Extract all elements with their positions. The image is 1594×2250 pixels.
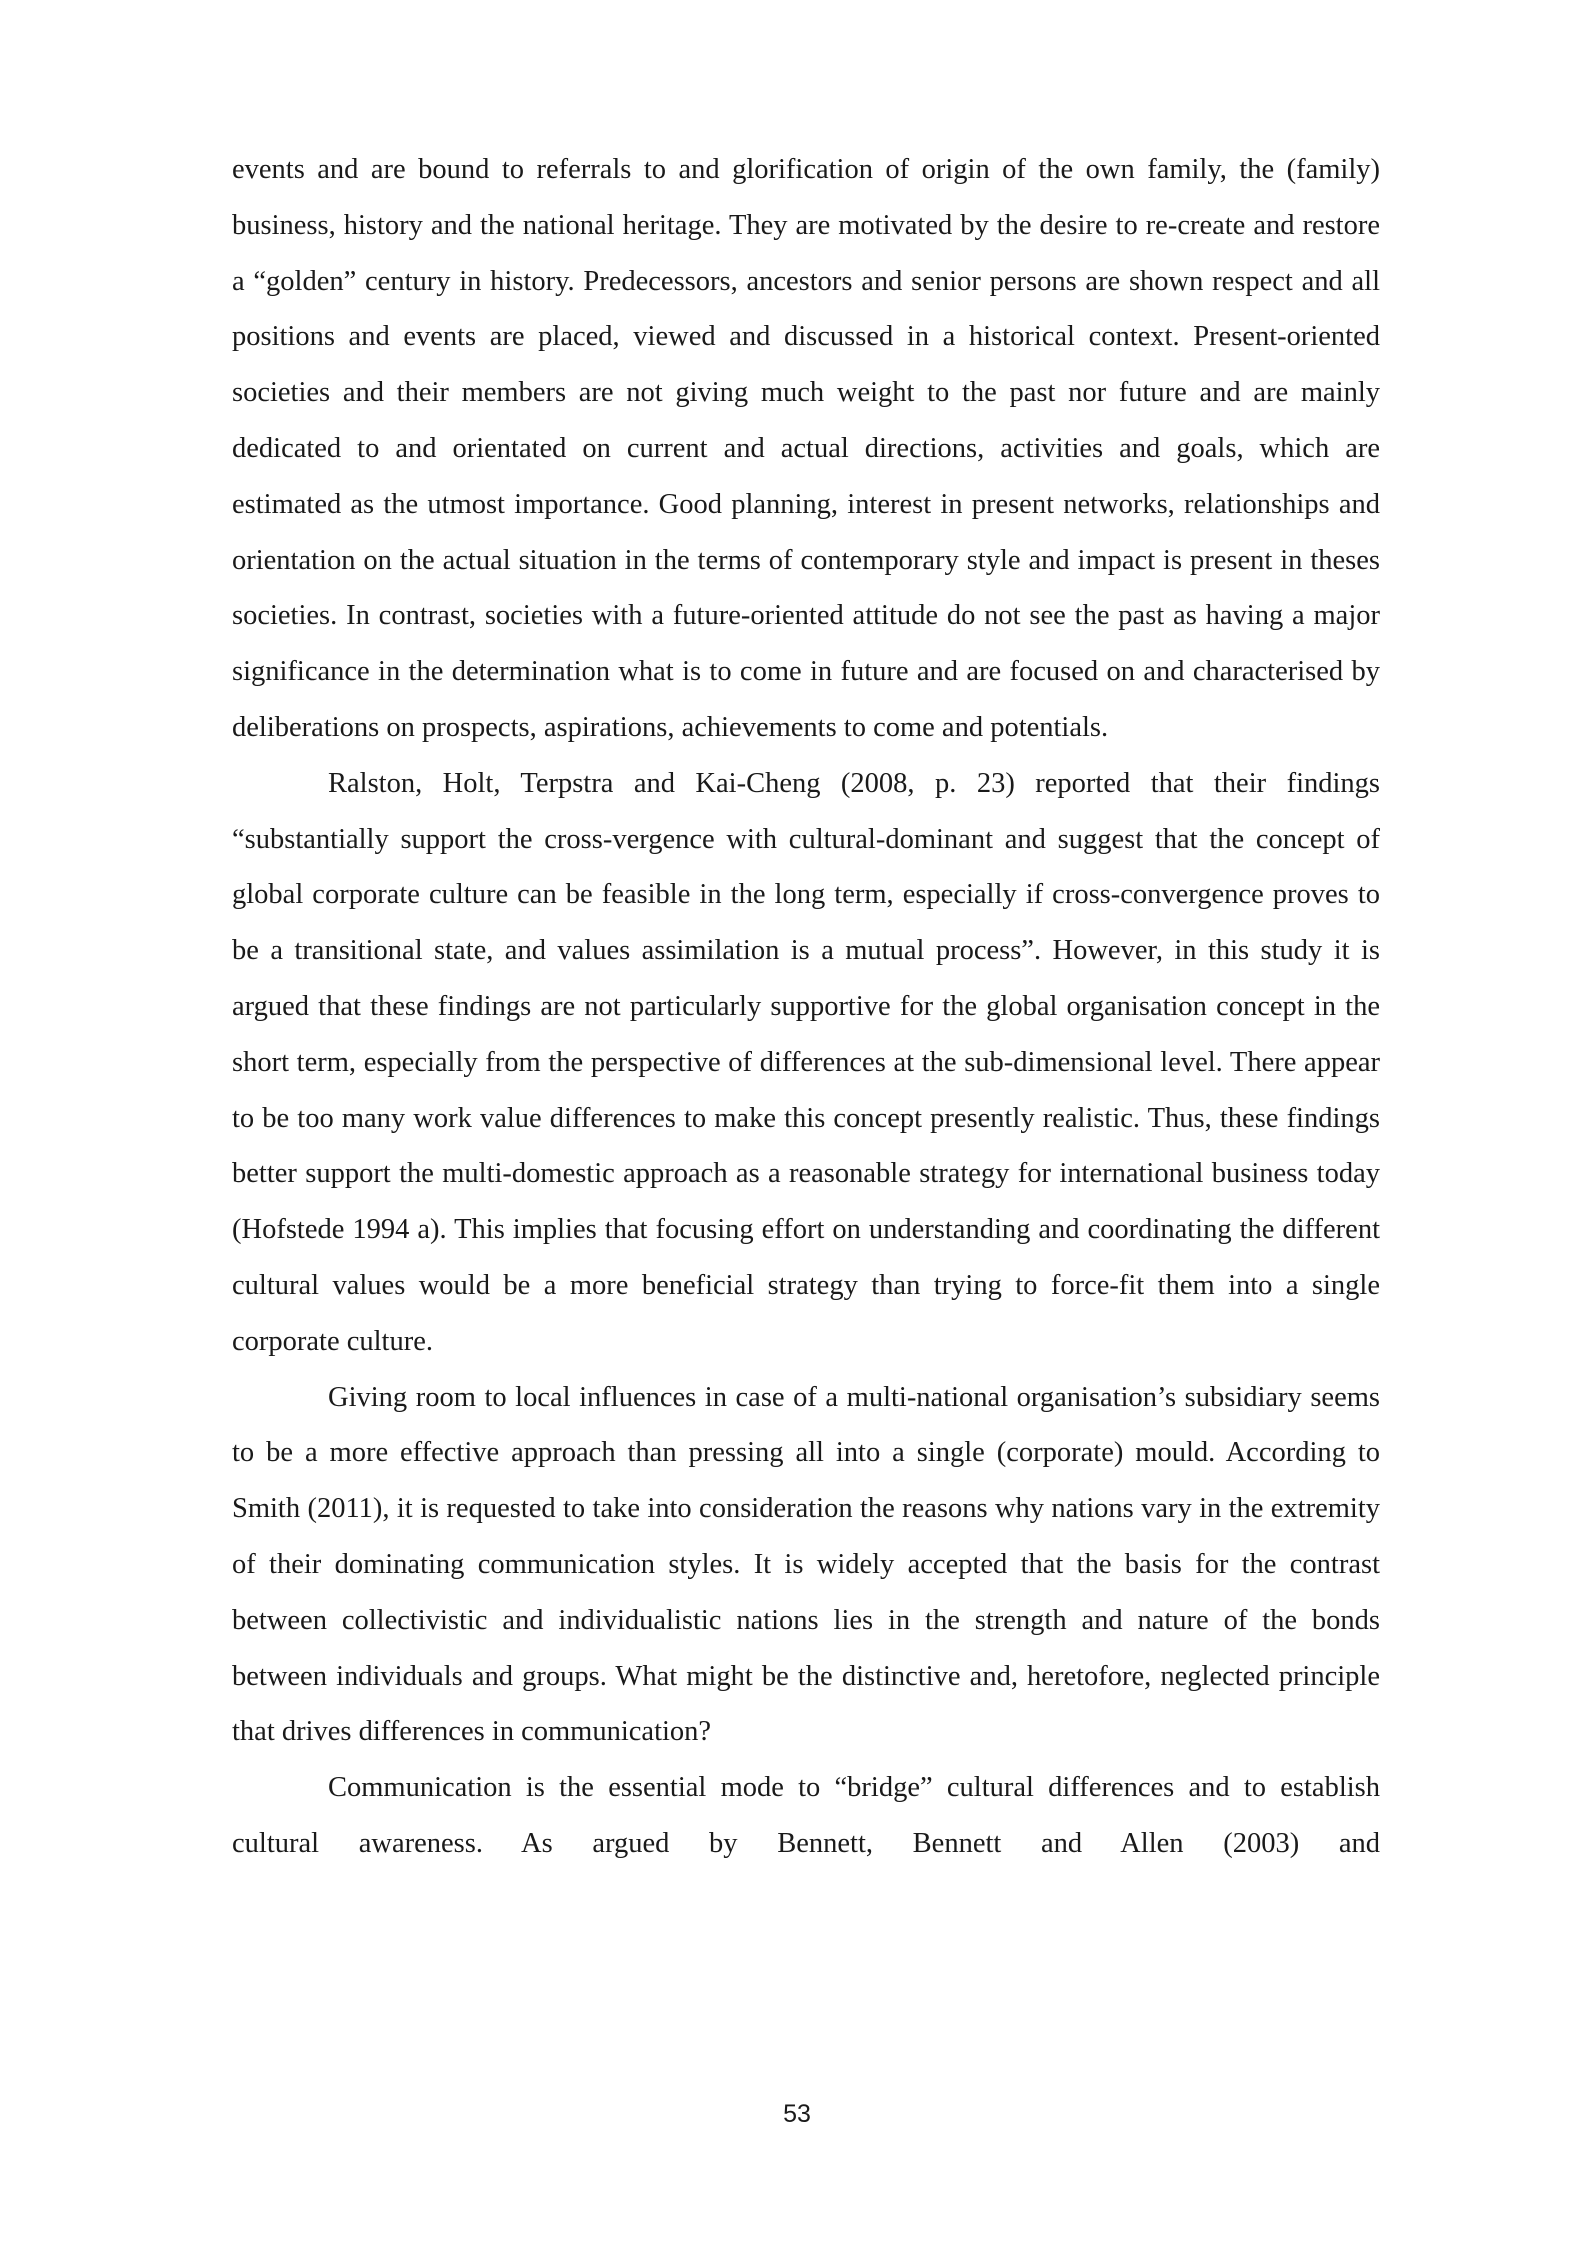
body-text [232, 142, 1380, 1872]
paragraph-3: Giving room to local influences in case of a multi-national organisation’s subsidiary seems to be a more effective approach than pressing all into a single (corporate) mould. According to Smith (2011), it is requested to take into consideration the reasons why nations vary in the extremity of their dominating communication styles. It is widely accepted that the basis for the contrast between collectivistic and individualistic nations lies in the strength and nature of the bonds between individuals and groups. What might be the distinctive and, heretofore, neglected principle that drives differences in communication? [232, 1381, 1380, 1748]
paragraph-4: Communication is the essential mode to “bridge” cultural differences and to establish cultural awareness. As argued by Bennett, Bennett and Allen (2003) and [232, 1772, 1380, 1859]
paragraph-2: Ralston, Holt, Terpstra and Kai-Cheng (2008, p. 23) reported that their findings “substantially support the cross-vergence with cultural-dominant and suggest that the concept of global corporate culture can be feasible in the long term, especially if cross-convergence proves to be a transitional state, and values assimilation is a mutual process”. However, in this study it is argued that these findings are not particularly supportive for the global organisation concept in the short term, especially from the perspective of differences at the sub-dimensional level. There appear to be too many work value differences to make this concept presently realistic. Thus, these findings better support the multi-domestic approach as a reasonable strategy for international business today (Hofstede 1994 a). This implies that focusing effort on understanding and coordinating the different cultural values would be a more beneficial strategy than trying to force-fit them into a single corporate culture. [232, 767, 1380, 1357]
page-number: 53 [783, 2100, 811, 2128]
paragraph-1: events and are bound to referrals to and glorification of origin of the own family, the (family) business, history and the national heritage. They are motivated by the desire to re-create and restore a “golden” century in history. Predecessors, ancestors and senior persons are shown respect and all positions and events are placed, viewed and discussed in a historical context. Present-oriented societies and their members are not giving much weight to the past nor future and are mainly dedicated to and orientated on current and actual directions, activities and goals, which are estimated as the utmost importance. Good planning, interest in present networks, relationships and orientation on the actual situation in the terms of contemporary style and impact is present in theses societies. In contrast, societies with a future-oriented attitude do not see the past as having a major significance in the determination what is to come in future and are focused on and characterised by deliberations on prospects, aspirations, achievements to come and potentials. [232, 154, 1380, 743]
